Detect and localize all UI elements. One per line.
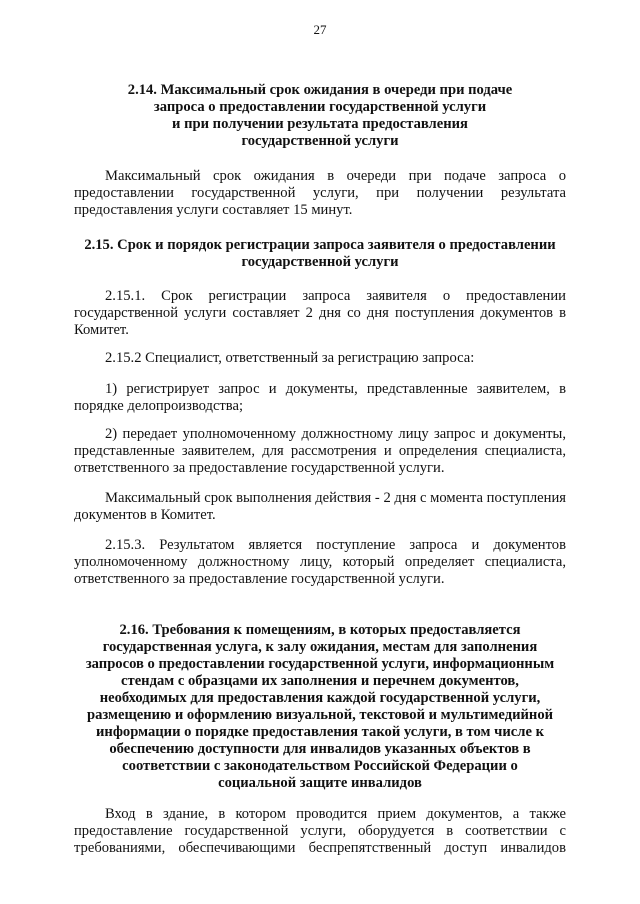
- page-number: 27: [313, 22, 327, 37]
- heading-line: соответствии с законодательством Российской Федерации о: [122, 758, 518, 774]
- section-heading-2-14: [74, 82, 566, 150]
- heading-line: запроса о предоставлении государственной услуги: [153, 99, 487, 115]
- paragraph: Максимальный срок ожидания в очереди при подаче запроса о предоставлении государственной услуги, при получении результата предоставления услуги составляет 15 минут.: [74, 168, 566, 218]
- heading-line: государственная услуга, к залу ожидания, местам для заполнения: [102, 639, 538, 655]
- heading-line: 2.15. Срок и порядок регистрации запроса заявителя о предоставлении: [84, 237, 556, 253]
- heading-line: стендам с образцами их заполнения и перечнем документов,: [121, 673, 519, 689]
- heading-line: 2.16. Требования к помещениям, в которых предоставляется: [119, 622, 521, 638]
- heading-line: запросов о предоставлении государственной услуги, информационным: [85, 656, 555, 672]
- heading-line: государственной услуги: [241, 133, 399, 149]
- paragraph: 2.15.3. Результатом является поступление запроса и документов уполномоченному должностному лицу, который определяет специалиста, ответственного за предоставление государственной услуги.: [74, 537, 566, 587]
- heading-line: социальной защите инвалидов: [218, 775, 422, 791]
- heading-line: и при получении результата предоставления: [172, 116, 468, 132]
- paragraph: Вход в здание, в котором проводится прием документов, а также предоставление государственной услуги, оборудуется в соответствии с требованиями, обеспечивающими беспрепятственный доступ инвалидов: [74, 806, 566, 856]
- heading-line: государственной услуги: [241, 254, 399, 270]
- heading-line: 2.14. Максимальный срок ожидания в очереди при подаче: [127, 82, 513, 98]
- paragraph: 2) передает уполномоченному должностному лицу запрос и документы, представленные заявителем, для рассмотрения и определения специалиста, ответственного за предоставление государственной услуги.: [74, 426, 566, 476]
- heading-line: необходимых для предоставления каждой государственной услуги,: [99, 690, 541, 706]
- paragraph: 2.15.1. Срок регистрации запроса заявителя о предоставлении государственной услуги составляет 2 дня со дня поступления документов в Комитет.: [74, 288, 566, 338]
- paragraph: Максимальный срок выполнения действия - 2 дня с момента поступления документов в Комитет.: [74, 490, 566, 523]
- paragraph: 2.15.2 Специалист, ответственный за регистрацию запроса:: [105, 350, 475, 366]
- heading-line: размещению и оформлению визуальной, текстовой и мультимедийной: [86, 707, 554, 723]
- heading-line: информации о порядке предоставления такой услуги, в том числе к: [96, 724, 544, 740]
- section-heading-2-16: [74, 622, 566, 792]
- heading-line: обеспечению доступности для инвалидов указанных объектов в: [109, 741, 531, 757]
- section-heading-2-15: [74, 237, 566, 271]
- paragraph: 1) регистрирует запрос и документы, представленные заявителем, в порядке делопроизводства;: [74, 381, 566, 414]
